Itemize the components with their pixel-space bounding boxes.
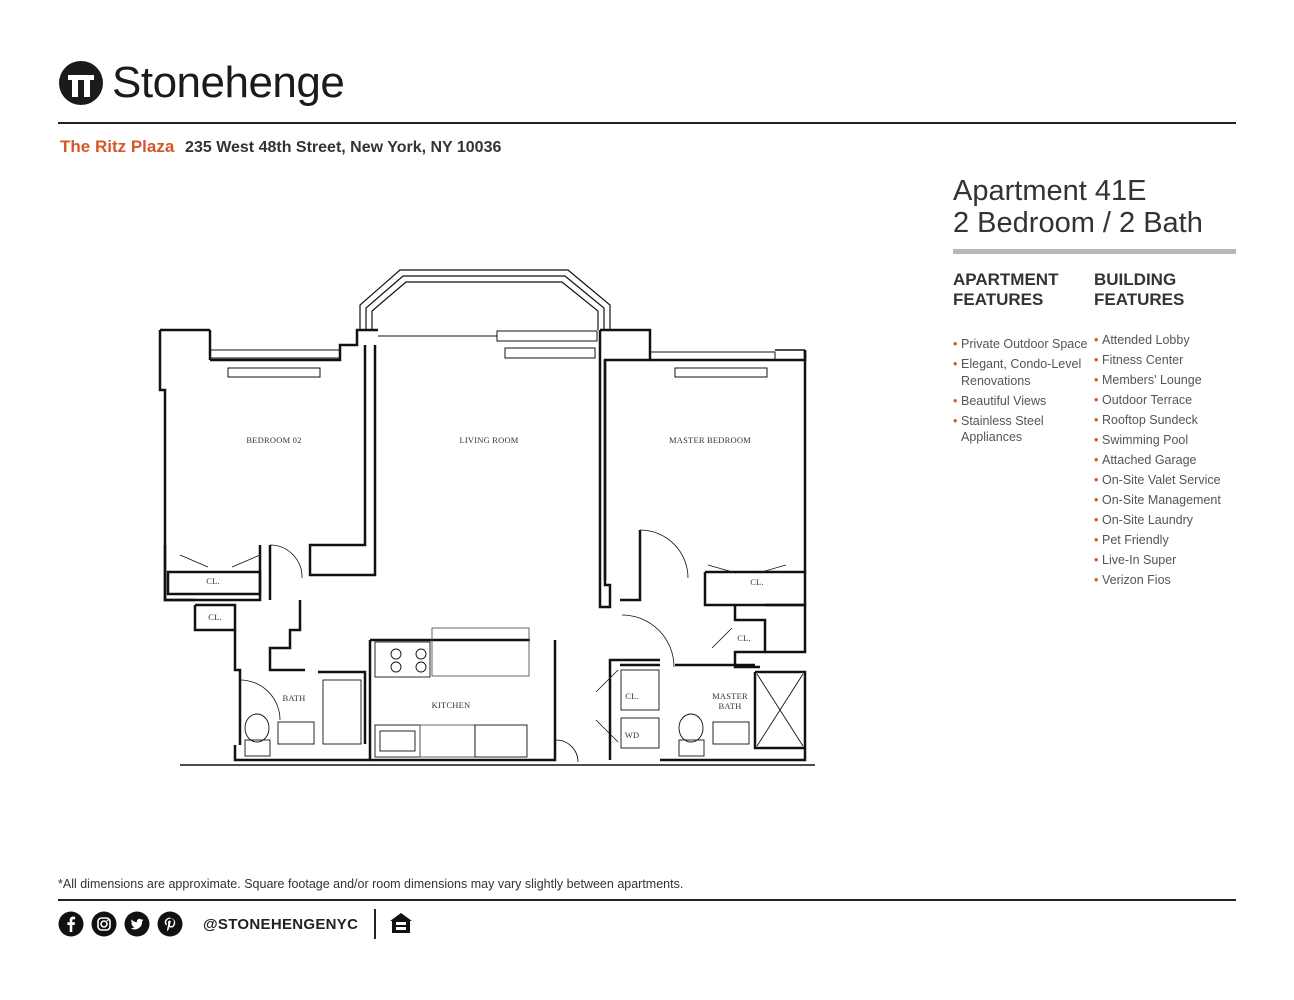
room-label-master-bath-1: MASTER [712, 691, 748, 701]
brand-logo [58, 60, 344, 106]
building-features [1094, 270, 1236, 592]
feature-item: • On-Site Laundry [1094, 512, 1236, 529]
feature-item: • Outdoor Terrace [1094, 392, 1236, 409]
social-links [58, 911, 183, 937]
feature-item: • Members' Lounge [1094, 372, 1236, 389]
feature-item: • Stainless Steel Appliances [953, 413, 1093, 446]
closet-label: CL. [750, 577, 764, 587]
room-label-master-bedroom: MASTER BEDROOM [669, 435, 751, 445]
twitter-icon[interactable] [124, 911, 150, 937]
room-label-living-room: LIVING ROOM [459, 435, 519, 445]
dimensions-disclaimer: *All dimensions are approximate. Square footage and/or room dimensions may vary slightly between apartments. [58, 877, 684, 891]
footer [58, 909, 414, 939]
room-label-kitchen: KITCHEN [431, 700, 471, 710]
closet-label: CL. [625, 691, 639, 701]
instagram-icon[interactable] [91, 911, 117, 937]
equal-housing-icon [388, 911, 414, 937]
closet-label: CL. [206, 576, 220, 586]
room-label-bath: BATH [282, 693, 306, 703]
apartment-features-heading: APARTMENT FEATURES [953, 270, 1059, 309]
social-handle[interactable]: @STONEHENGENYC [203, 915, 359, 933]
footer-separator [374, 909, 376, 939]
closet-label: CL. [208, 612, 222, 622]
pinterest-icon[interactable] [157, 911, 183, 937]
facebook-icon[interactable] [58, 911, 84, 937]
feature-item: • Live-In Super [1094, 552, 1236, 569]
property-address: 235 West 48th Street, New York, NY 10036 [185, 139, 502, 156]
header-divider [58, 122, 1236, 124]
floor-plan [150, 260, 830, 780]
feature-item: • Rooftop Sundeck [1094, 412, 1236, 429]
property-line [60, 137, 501, 157]
brand-name: Stonehenge [112, 58, 345, 107]
feature-item: • Beautiful Views [953, 393, 1093, 410]
stonehenge-logo-icon [58, 60, 104, 106]
closet-label: CL. [737, 633, 751, 643]
room-label-bedroom-02: BEDROOM 02 [246, 435, 302, 445]
feature-item: • Attached Garage [1094, 452, 1236, 469]
washer-dryer-label: WD [624, 730, 640, 740]
feature-item: • Attended Lobby [1094, 332, 1236, 349]
property-name: The Ritz Plaza [60, 137, 175, 156]
room-label-master-bath-2: BATH [718, 701, 742, 711]
feature-item: • Pet Friendly [1094, 532, 1236, 549]
feature-item: • On-Site Management [1094, 492, 1236, 509]
title-divider [953, 249, 1236, 254]
apartment-title [953, 175, 1203, 239]
building-features-heading: BUILDING FEATURES [1094, 270, 1185, 309]
footer-divider [58, 899, 1236, 901]
feature-item: • Fitness Center [1094, 352, 1236, 369]
feature-item: • Private Outdoor Space [953, 336, 1093, 353]
feature-item: • Swimming Pool [1094, 432, 1236, 449]
feature-item: • Verizon Fios [1094, 572, 1236, 589]
apartment-layout: 2 Bedroom / 2 Bath [953, 207, 1203, 239]
feature-item: • On-Site Valet Service [1094, 472, 1236, 489]
apartment-features-list [953, 336, 1093, 446]
building-features-list [1094, 332, 1236, 589]
feature-item: • Elegant, Condo-Level Renovations [953, 356, 1093, 389]
apartment-number: Apartment 41E [953, 175, 1147, 207]
apartment-features [953, 270, 1093, 449]
